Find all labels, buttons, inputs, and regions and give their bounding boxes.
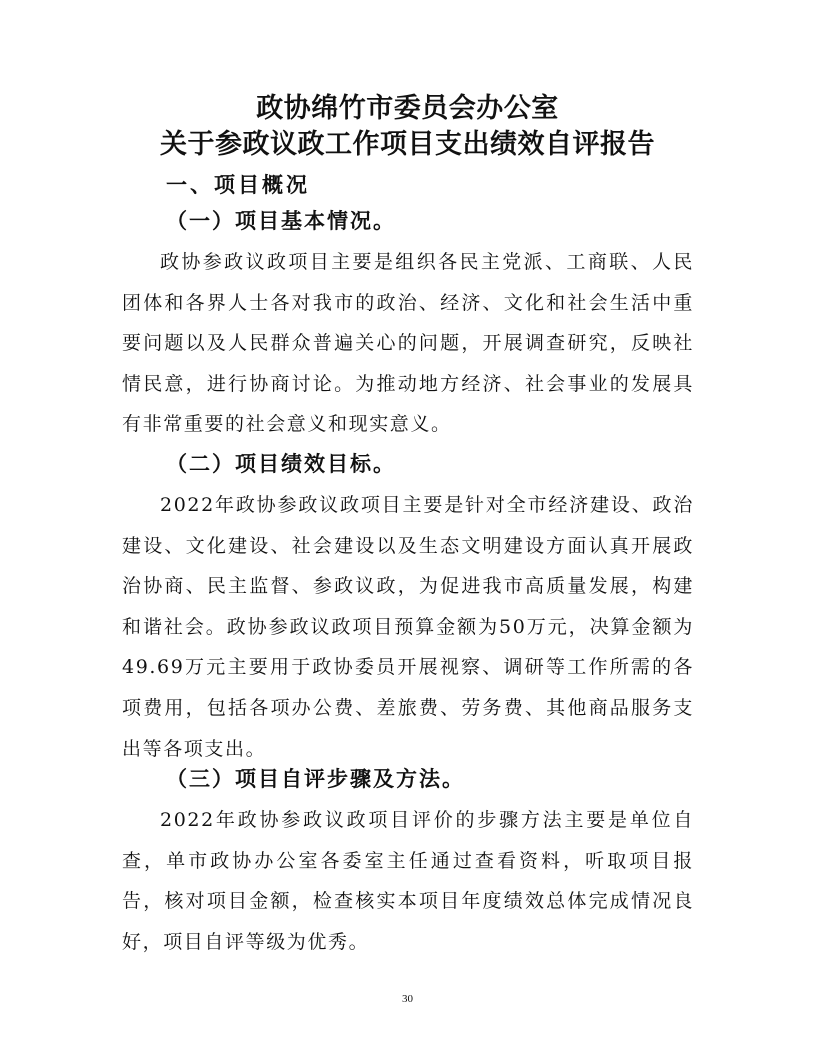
paragraph-basic-info: 政协参政议政项目主要是组织各民主党派、工商联、人民团体和各界人士各对我市的政治、经济、文化和社会生活中重要问题以及人民群众普遍关心的问题，开展调查研究，反映社情民意，进行协商讨论。为推动地方经济、社会事业的发展具有非常重要的社会意义和现实意义。 <box>122 251 694 436</box>
paragraph-performance-goals: 2022年政协参政议政项目主要是针对全市经济建设、政治建设、文化建设、社会建设以及生态文明建设方面认真开展政治协商、民主监督、参政议政，为促进我市高质量发展，构建和谐社会。政协参政议政项目预算金额为50万元，决算金额为49.69万元主要用于政协委员开展视察、调研等工作所需的各项费用，包括各项办公费、差旅费、劳务费、其他商品服务支出等各项支出。 <box>122 494 694 760</box>
page-number: 30 <box>402 993 413 1005</box>
document-title-line1: 政协绵竹市委员会办公室 <box>256 93 559 124</box>
paragraph-self-evaluation: 2022年政协参政议政项目评价的步骤方法主要是单位自查，单市政协办公室各委室主任通过查看资料，听取项目报告，核对项目金额，检查核实本项目年度绩效总体完成情况良好，项目自评等级为优秀。 <box>122 809 694 953</box>
subsection-heading-performance-goals: （二）项目绩效目标。 <box>166 452 396 476</box>
subsection-heading-self-evaluation: （三）项目自评步骤及方法。 <box>166 767 465 791</box>
section-heading-overview: 一、项目概况 <box>166 173 310 197</box>
subsection-heading-basic-info: （一）项目基本情况。 <box>166 209 396 233</box>
document-title-line2: 关于参政议政工作项目支出绩效自评报告 <box>160 129 655 160</box>
